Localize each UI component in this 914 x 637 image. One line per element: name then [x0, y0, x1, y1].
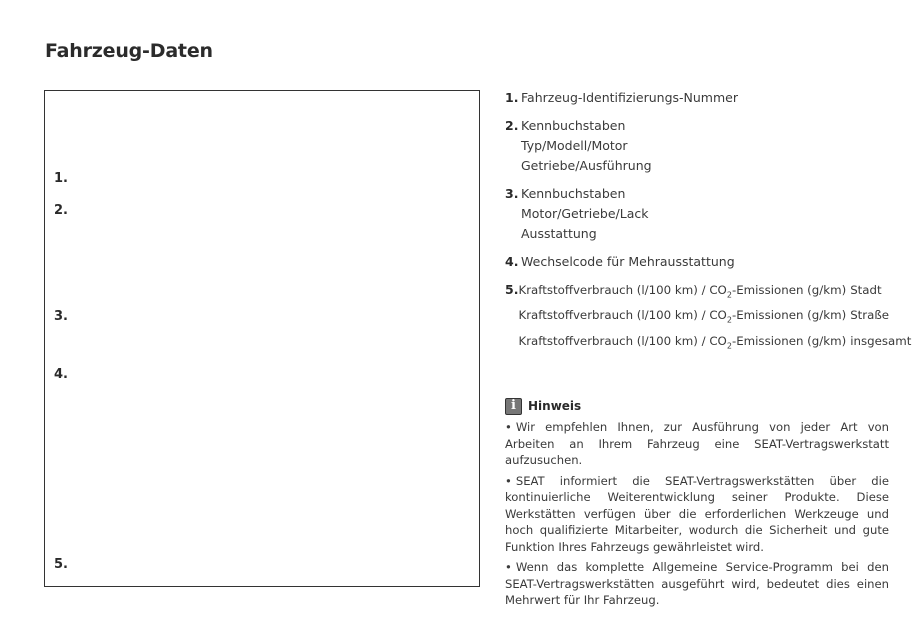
form-label-3: 3. — [54, 309, 68, 324]
vehicle-data-form-box — [44, 90, 480, 587]
consumption-row-road: Kraftstoffverbrauch (l/100 $km) / CO_2$-Emissionen (g/km) Straße — [518, 308, 890, 325]
legend-item-3 — [505, 184, 900, 244]
note-heading-text: Hinweis — [528, 399, 582, 414]
legend-text: Kennbuchstaben — [521, 118, 626, 133]
legend-number: 1. — [505, 90, 519, 105]
info-icon: i — [505, 398, 522, 415]
form-label-5: 5. — [54, 557, 68, 572]
legend-number: 3. — [505, 186, 519, 201]
legend-number: 4. — [505, 254, 519, 269]
page-title: Fahrzeug-Daten — [45, 40, 213, 62]
legend-text: Kennbuchstaben — [521, 186, 626, 201]
note-box — [505, 398, 889, 613]
form-label-4: 4. — [54, 367, 68, 382]
consumption-row-city: Kraftstoffverbrauch (l/100 $km) / CO_2$-Emissionen (g/km) Stadt — [518, 283, 882, 300]
legend-text: Motor/Getriebe/Lack — [521, 206, 649, 221]
legend-number: 5. — [505, 282, 519, 297]
legend-text: Typ/Modell/Motor — [521, 138, 628, 153]
note-paragraph-3: • Wenn das komplette Allgemeine Service-Programm bei den SEAT-Vertragswerkstätten ausgeführt wird, bedeutet dies einen Mehrwert für Ihr Fahrzeug. — [505, 560, 889, 607]
legend-item-2 — [505, 116, 900, 176]
legend-item-4 — [505, 252, 900, 272]
field-legend — [505, 88, 912, 364]
form-label-1: 1. — [54, 171, 68, 186]
legend-number: 2. — [505, 118, 519, 133]
legend-text: Getriebe/Ausführung — [521, 158, 652, 173]
legend-text: Wechselcode für Mehrausstattung — [521, 254, 735, 269]
note-paragraph-1: • Wir empfehlen Ihnen, zur Ausführung von jeder Art von Arbeiten an Ihrem Fahrzeug eine SEAT-Vertragswerkstatt aufzusuchen. — [505, 420, 889, 467]
legend-text: Fahrzeug-Identifizierungs-Nummer — [521, 90, 738, 105]
note-paragraph-2: • SEAT informiert die SEAT-Vertragswerkstätten über die kontinuierliche Weiterentwicklung seiner Produkte. Diese Werkstätten verfügen über die erforderlichen Werkzeuge und hoch qualifizierte Mitarbeiter, wodurch die Sicherheit und gute Funktion Ihres Fahrzeugs gewährleistet wird. — [505, 473, 889, 554]
form-label-2: 2. — [54, 203, 68, 218]
note-heading — [505, 398, 889, 415]
legend-item-5 — [505, 280, 912, 356]
legend-item-1 — [505, 88, 900, 108]
legend-text: Ausstattung — [521, 226, 597, 241]
consumption-row-total: Kraftstoffverbrauch (l/100 $km) / CO_2$-Emissionen (g/km) insgesamt — [518, 333, 912, 351]
